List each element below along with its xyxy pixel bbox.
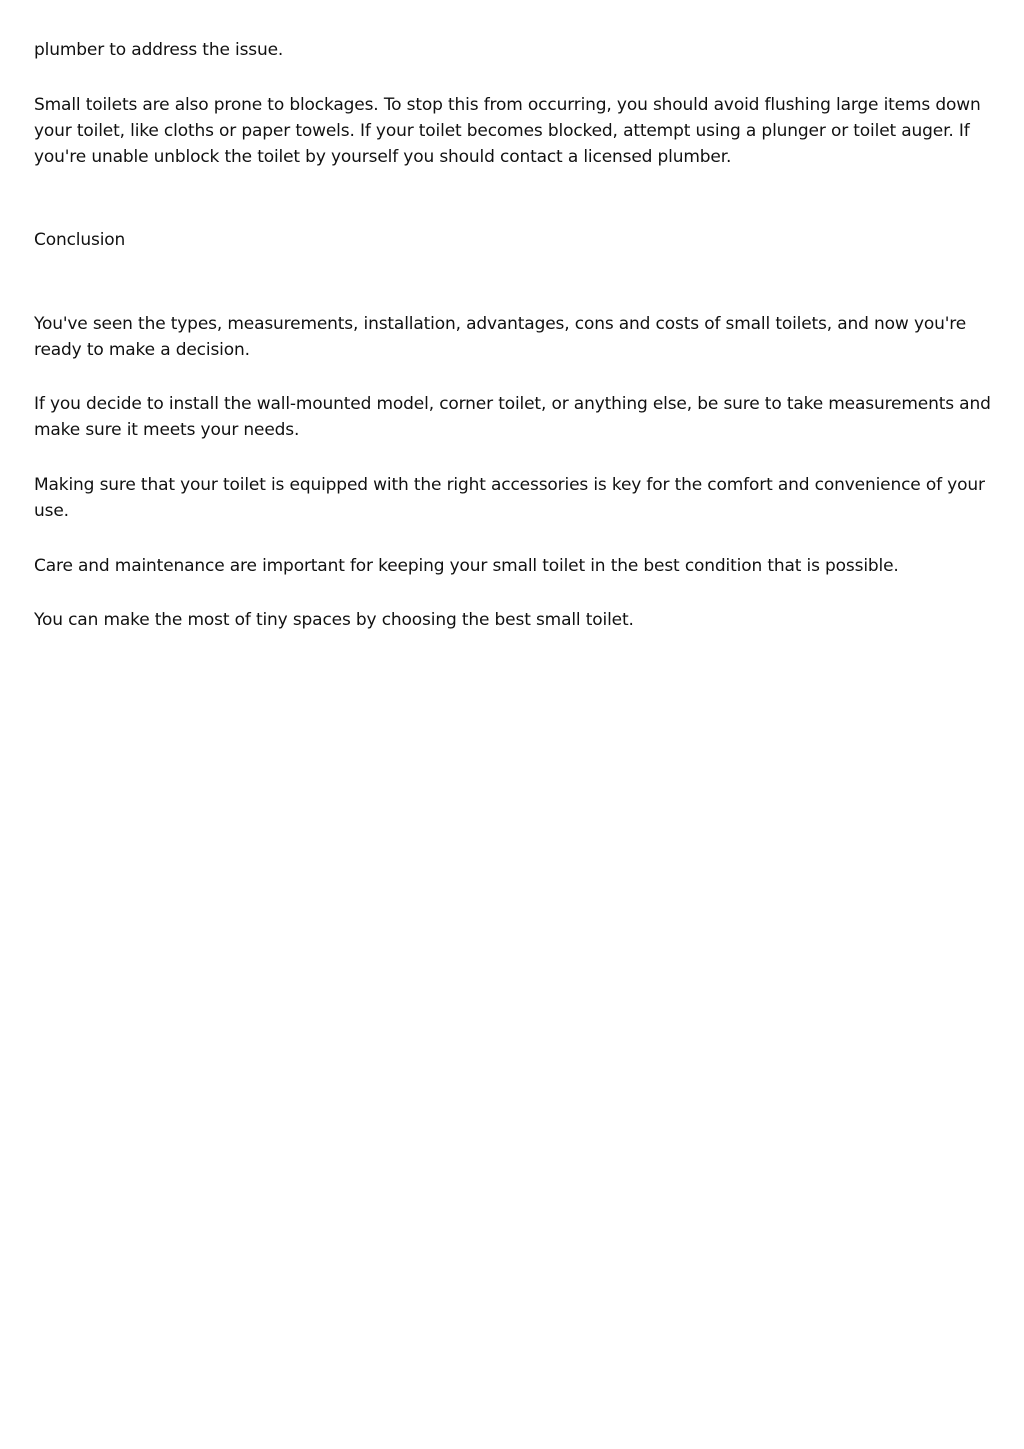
paragraph-conclusion-install: If you decide to install the wall-mounted model, corner toilet, or anything else, be sure to take measurements and make sure it meets your needs. — [34, 394, 991, 440]
paragraph-plumber-continued: plumber to address the issue. — [34, 40, 284, 60]
paragraph-conclusion-tiny-spaces: You can make the most of tiny spaces by choosing the best small toilet. — [34, 610, 634, 630]
paragraph-conclusion-accessories: Making sure that your toilet is equipped with the right accessories is key for the comfort and convenience of your use. — [34, 475, 985, 521]
paragraph-conclusion-seen: You've seen the types, measurements, installation, advantages, cons and costs of small toilets, and now you're ready to make a decision. — [34, 314, 967, 360]
paragraph-blockages: Small toilets are also prone to blockages. To stop this from occurring, you should avoid flushing large items down your toilet, like cloths or paper towels. If your toilet becomes blocked, attempt using a plunger or toilet auger. If you're unable unblock the toilet by yourself you should contact a licensed plumber. — [34, 95, 981, 167]
conclusion-heading: Conclusion — [34, 230, 126, 250]
paragraph-conclusion-care: Care and maintenance are important for keeping your small toilet in the best condition that is possible. — [34, 556, 899, 576]
